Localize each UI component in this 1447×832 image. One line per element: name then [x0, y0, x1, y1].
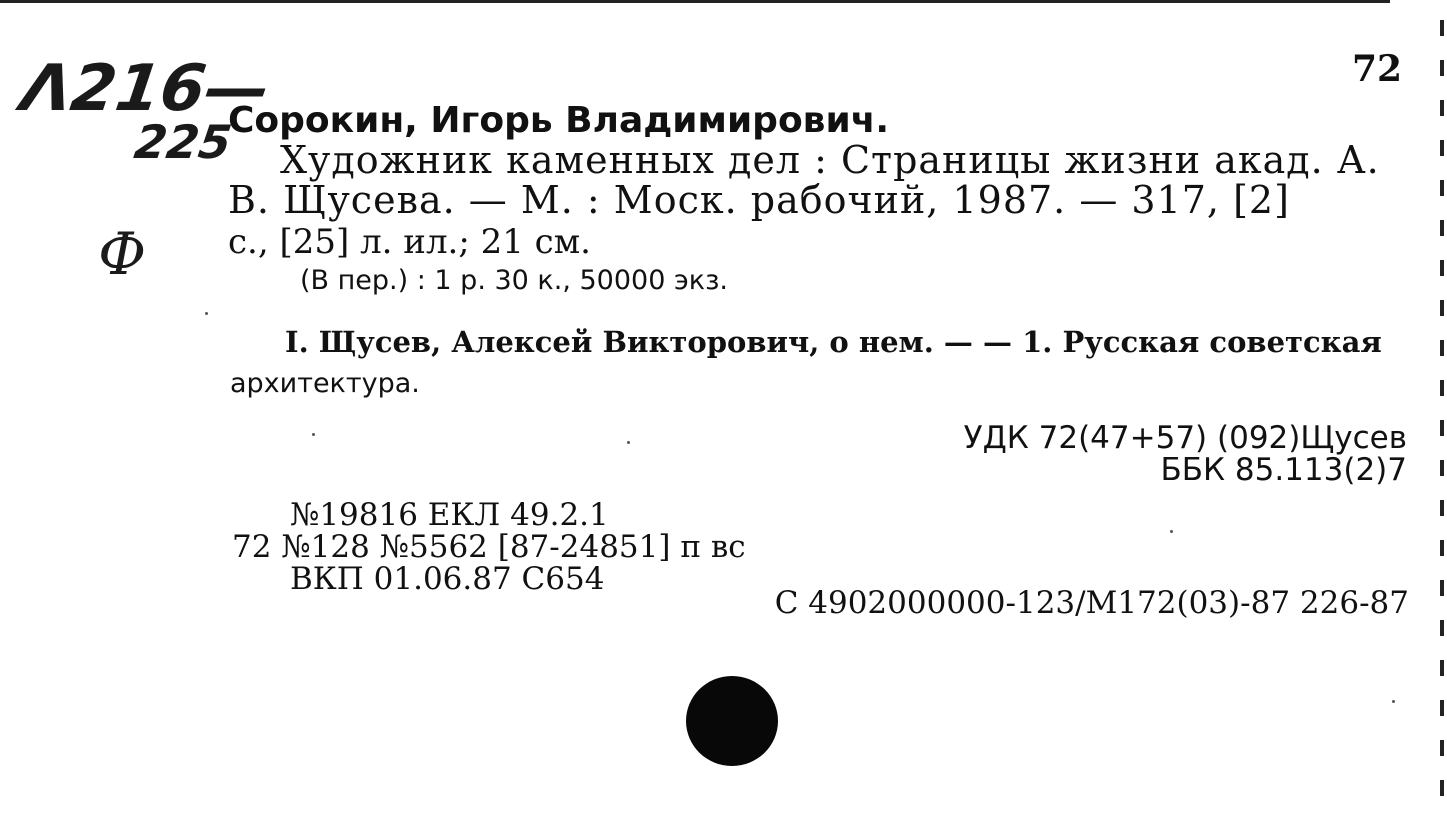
- ink-speck: [312, 433, 315, 436]
- title-line-1: Художник каменных дел : Страницы жизни акад. А.: [280, 138, 1380, 182]
- subject-line-2: архитектура.: [230, 368, 420, 399]
- price-line: (В пер.) : 1 р. 30 к., 50000 экз.: [300, 265, 729, 296]
- punch-hole: [686, 676, 778, 766]
- class-number: 72: [1352, 48, 1403, 90]
- top-border: [0, 0, 1390, 9]
- ink-speck: [205, 312, 208, 315]
- inventory-line-3: ВКП 01.06.87 С654: [290, 561, 605, 597]
- title-line-2: В. Щусева. — М. : Моск. рабочий, 1987. — 317, [2]: [228, 178, 1290, 222]
- catalog-code: С 4902000000-123/М172(03)-87 226-87: [774, 585, 1409, 621]
- author-heading: Сорокин, Игорь Владимирович.: [228, 100, 890, 141]
- ink-speck: [1170, 530, 1173, 533]
- handwritten-mark: Ф: [98, 220, 147, 288]
- inventory-line-1: №19816 ЕКЛ 49.2.1: [290, 497, 609, 533]
- ink-speck: [627, 441, 630, 444]
- title-line-3: с., [25] л. ил.; 21 см.: [228, 222, 591, 262]
- bbk-code: ББК 85.113(2)7: [1160, 452, 1407, 488]
- inventory-line-2: 72 №128 №5562 [87-24851] п вс: [232, 529, 746, 565]
- ink-speck: [1392, 700, 1395, 703]
- subject-line-1: I. Щусев, Алексей Викторович, о нем. — — 1. Русская советская: [285, 325, 1382, 359]
- right-border: [1440, 20, 1444, 820]
- handwritten-call-number-suffix: 225: [131, 115, 235, 169]
- handwritten-call-number: Λ216—: [16, 52, 275, 126]
- udk-code: УДК 72(47+57) (092)Щусев: [963, 420, 1407, 456]
